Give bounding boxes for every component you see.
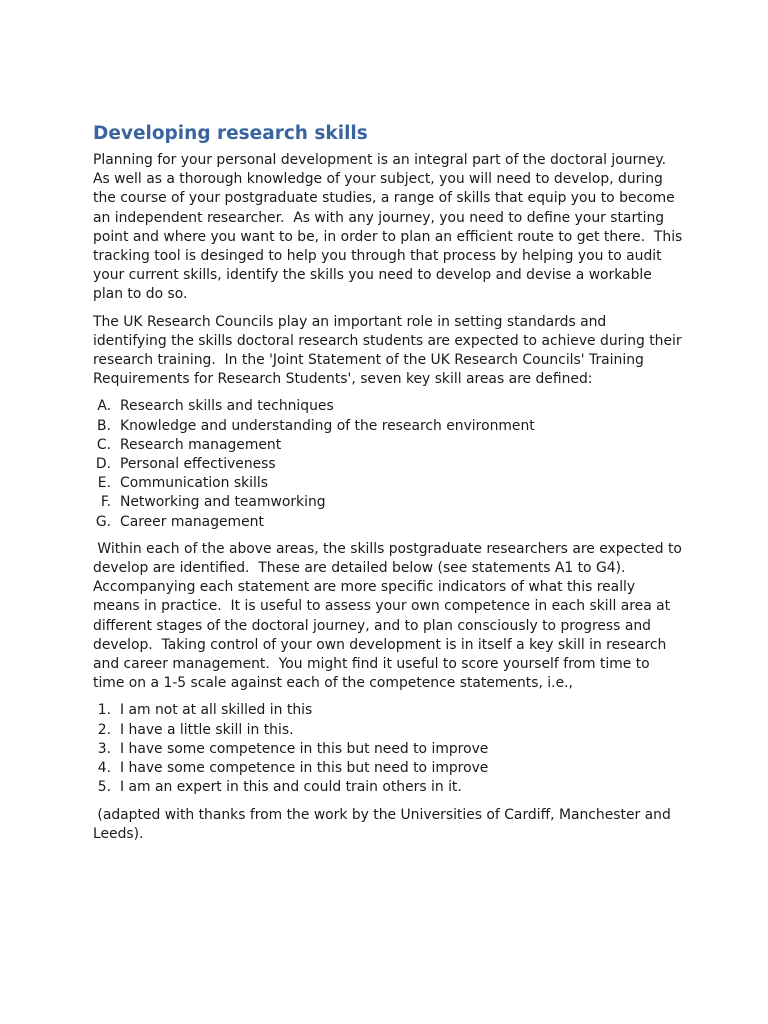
list-marker: D. <box>95 456 111 473</box>
list-item <box>93 436 683 455</box>
research-councils-paragraph: The UK Research Councils play an important role in setting standards and identifying the skills doctoral research students are expected to achieve during their research training. In the 'Joint Statement of the UK Research Councils' Training Requirements for Research Students', seven key skill areas are defined: <box>93 313 687 388</box>
list-item <box>93 474 683 493</box>
list-item-text: I am not at all skilled in this <box>120 702 313 719</box>
list-marker: A. <box>97 398 111 415</box>
list-item-text: Communication skills <box>120 475 268 492</box>
list-item-text: Research management <box>120 436 282 453</box>
list-marker: 4. <box>97 760 111 777</box>
attribution-paragraph: (adapted with thanks from the work by the Universities of Cardiff, Manchester and Leeds). <box>93 806 676 842</box>
list-item-text: Personal effectiveness <box>120 456 276 473</box>
list-item-text: I have a little skill in this. <box>120 721 294 738</box>
page-title: Developing research skills <box>93 123 368 144</box>
list-item <box>93 397 683 416</box>
list-item <box>93 759 683 778</box>
competence-paragraph: Within each of the above areas, the skills postgraduate researchers are expected to develop are identified. These are detailed below (see statements A1 to G4). Accompanying each statement are more specific indicators of what this really means in practice. It is useful to assess your own competence in each skill area at different stages of the doctoral journey, and to plan consciously to progress and develop. Taking control of your own development is in itself a key skill in research and career management. You might find it useful to score yourself from time to time on a 1-5 scale against each of the competence statements, i.e., <box>93 540 687 692</box>
list-item-text: I have some competence in this but need to improve <box>120 760 489 777</box>
competence-scale-list <box>93 701 683 797</box>
list-marker: E. <box>97 475 111 492</box>
intro-paragraph: Planning for your personal development is an integral part of the doctoral journey. As well as a thorough knowledge of your subject, you will need to develop, during the course of your postgraduate studies, a range of skills that equip you to become an independent researcher. As with any journey, you need to define your starting point and where you want to be, in order to plan an efficient route to get there. This tracking tool is desinged to help you through that process by helping you to audit your current skills, identify the skills you need to develop and devise a workable plan to do so. <box>93 152 687 303</box>
list-item-text: Research skills and techniques <box>120 398 334 415</box>
list-marker: C. <box>96 436 111 453</box>
list-item-text: Networking and teamworking <box>120 494 326 511</box>
list-item <box>93 455 683 474</box>
list-marker: G. <box>95 513 111 530</box>
list-item <box>93 493 683 512</box>
list-item <box>93 778 683 797</box>
list-item-text: Knowledge and understanding of the research environment <box>120 417 535 434</box>
list-marker: F. <box>100 494 111 511</box>
list-marker: B. <box>97 417 111 434</box>
list-item <box>93 740 683 759</box>
list-item <box>93 417 683 436</box>
list-item-text: Career management <box>120 513 264 530</box>
list-marker: 3. <box>97 740 111 757</box>
list-item <box>93 701 683 720</box>
list-marker: 1. <box>97 702 111 719</box>
list-marker: 2. <box>97 721 111 738</box>
list-marker: 5. <box>97 779 111 796</box>
list-item-text: I am an expert in this and could train others in it. <box>120 779 462 796</box>
document-body <box>93 122 687 844</box>
list-item <box>93 721 683 740</box>
skill-areas-list <box>93 397 683 531</box>
list-item <box>93 513 683 532</box>
list-item-text: I have some competence in this but need to improve <box>120 740 489 757</box>
